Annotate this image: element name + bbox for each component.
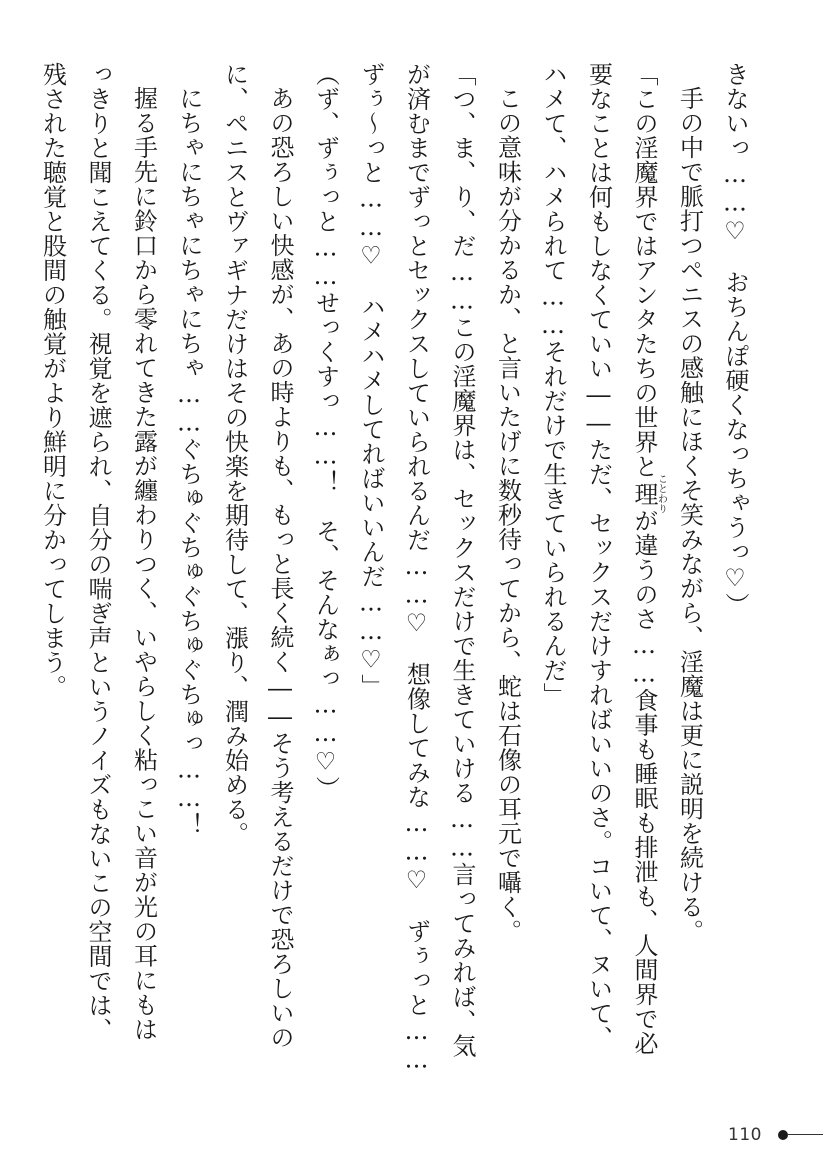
text-line: 要なことは何もしなくていい――ただ、セックスだけすればいいのさ。コいて、ヌいて、	[584, 62, 613, 1050]
ruby-annotation	[630, 473, 667, 514]
page-footer	[728, 1124, 827, 1146]
ruby-reading: ことわり	[655, 473, 667, 514]
text-line: が済むまでずっとセックスしていられるんだ……♡ 想像してみな……♡ ずぅっと……	[402, 62, 431, 1074]
text-line: 「つ、ま、り、だ……この淫魔界は、セックスだけで生きていける……言ってみれば、気	[448, 62, 476, 1058]
text-line: に、ペニスとヴァギナだけはその快楽を期待して、漲り、潤み始める。	[220, 62, 249, 846]
text-line: （ず、ずぅっと……せっくすっ……！ そ、そんなぁっ……♡）	[311, 62, 340, 801]
bullet-dot-icon	[778, 1130, 788, 1140]
text-line: ずぅ～っと……♡ ハメハメしてればいいんだ……♡」	[357, 62, 385, 699]
text-line: ハメて、ハメられて……それだけで生きていられるんだ」	[539, 62, 567, 707]
text-line: 残された聴覚と股間の触覚がより鮮明に分かってしまう。	[38, 62, 67, 699]
text-line: きないっ……♡ おちんぽ硬くなっちゃうっ♡）	[721, 62, 749, 617]
text-line: 手の中で脈打つペニスの感触にほくそ笑みながら、淫魔は更に説明を続ける。	[675, 86, 704, 944]
text-line: っきりと聞こえてくる。視覚を遮られ、自分の喘ぎ声というノイズもないこの空間では、	[84, 62, 112, 1042]
body-text	[38, 62, 757, 1112]
line-segment: 「この淫魔界ではアンタたちの世界と	[630, 62, 658, 479]
text-line: あの恐ろしい快感が、あの時よりも、もっと長く続く――そう考えるだけで恐ろしいの	[266, 86, 294, 1050]
page-number: 110	[728, 1125, 762, 1145]
text-line: にちゃにちゃにちゃにちゃ……ぐちゅぐちゅぐちゅぐちゅっ……！	[175, 86, 203, 837]
text-line-with-ruby	[621, 62, 667, 1112]
text-line: この意味が分かるか、と言いたげに数秒待ってから、蛇は石像の耳元で囁く。	[493, 86, 522, 944]
text-line: 握る手先に鈴口から零れてきた露が纏わりつく、いやらしく粘っこい音が光の耳にもは	[129, 86, 158, 1042]
line-segment: が違うのさ……食事も睡眠も排泄も、人間界で必	[630, 508, 658, 1056]
footer-rule	[788, 1134, 823, 1135]
ruby-base: 理	[630, 473, 658, 514]
